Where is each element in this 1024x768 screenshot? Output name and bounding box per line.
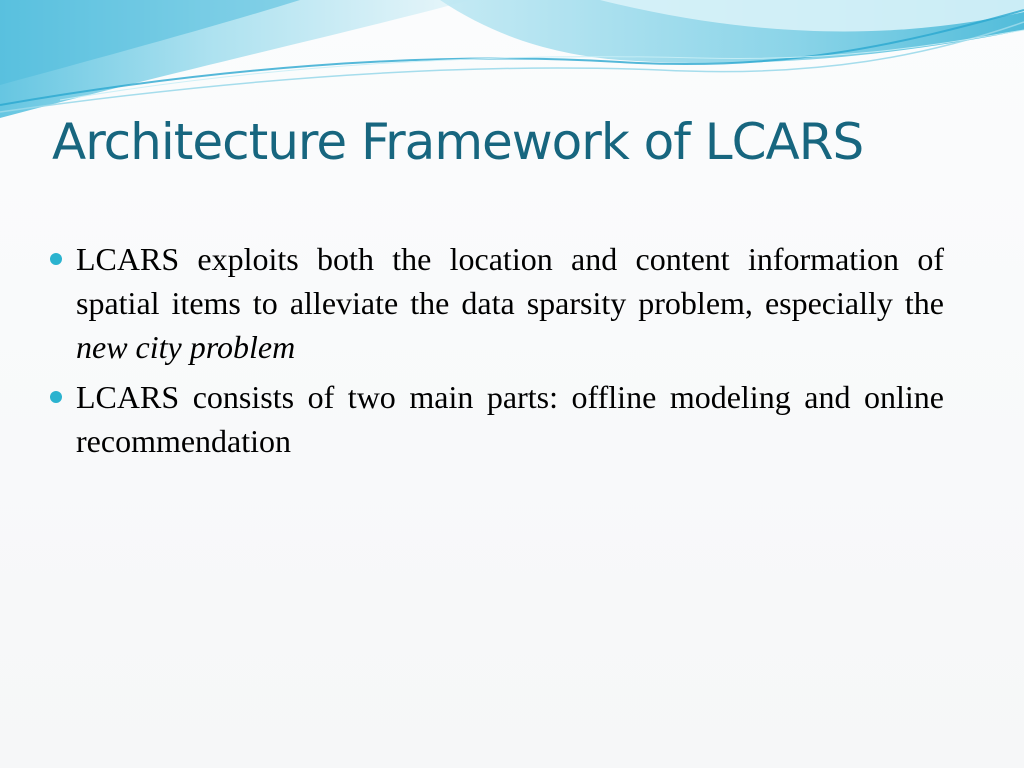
bullet-item xyxy=(48,237,944,369)
bullet-item xyxy=(48,375,944,463)
slide-title: Architecture Framework of LCARS xyxy=(52,113,864,171)
bullet-text: LCARS consists of two main parts: offline modeling and online recommendation xyxy=(76,379,944,459)
filled-circle-bullet-icon xyxy=(50,253,62,265)
filled-circle-bullet-icon xyxy=(50,391,62,403)
bullet-emphasis-text: new city problem xyxy=(76,329,296,365)
bullet-text: LCARS exploits both the location and content information of spatial items to alleviate the data sparsity problem, especially the xyxy=(76,241,944,321)
header-wave-decoration xyxy=(0,0,1024,130)
bullet-list xyxy=(48,237,944,469)
